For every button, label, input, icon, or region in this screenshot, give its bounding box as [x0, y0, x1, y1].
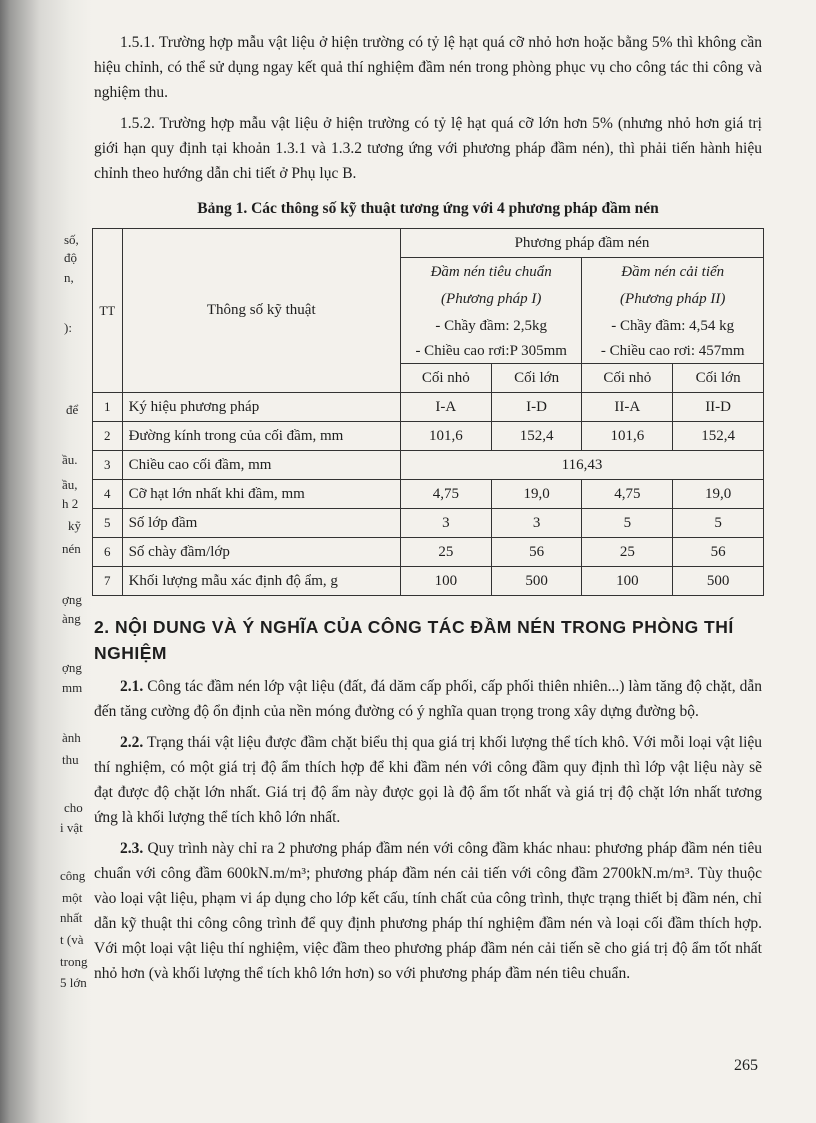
- margin-fragment: ầu,: [62, 477, 78, 492]
- method-2-name: Đầm nén cải tiến: [621, 264, 725, 280]
- margin-fragment: ành: [62, 730, 81, 745]
- table-row: [93, 509, 764, 538]
- margin-fragment: àng: [62, 611, 81, 626]
- method-1-cell: [400, 258, 582, 364]
- row-number: 5: [93, 509, 123, 538]
- sub-header: Cối nhỏ: [582, 364, 673, 393]
- margin-fragment: ầu.: [62, 452, 78, 467]
- row-value: II-D: [673, 393, 764, 422]
- sub-header: Cối lớn: [491, 364, 582, 393]
- row-value: 25: [400, 538, 491, 567]
- row-param: Số chày đầm/lớp: [122, 538, 400, 567]
- table-row: [93, 393, 764, 422]
- row-param: Khối lượng mẫu xác định độ ẩm, g: [122, 567, 400, 596]
- row-number: 2: [93, 422, 123, 451]
- row-value: 19,0: [673, 480, 764, 509]
- paragraph-2-2-number: 2.2.: [120, 734, 144, 751]
- margin-fragment: i vật: [60, 820, 83, 835]
- row-value: 100: [400, 567, 491, 596]
- table-row: [93, 567, 764, 596]
- paragraph-2-1-text: Công tác đầm nén lớp vật liệu (đất, đá dăm cấp phối, cấp phối thiên nhiên...) làm tăng độ chặt, dẫn đến tăng cường độ ổn định của nền móng đường có ý nghĩa quan trọng trong xây dựng đường bộ.: [94, 678, 762, 720]
- table-row: [93, 480, 764, 509]
- method-2-drop: - Chiều cao rơi: 457mm: [600, 343, 745, 359]
- section-2-heading: 2. NỘI DUNG VÀ Ý NGHĨA CỦA CÔNG TÁC ĐẦM NÉN TRONG PHÒNG THÍ NGHIỆM: [94, 617, 734, 663]
- margin-fragment: t (và: [60, 932, 84, 947]
- method-1-label: (Phương pháp I): [441, 291, 542, 307]
- row-param: Đường kính trong của cối đầm, mm: [122, 422, 400, 451]
- paragraph-2-3: [94, 836, 762, 986]
- row-number: 6: [93, 538, 123, 567]
- row-value: 500: [673, 567, 764, 596]
- margin-fragment: cho: [64, 800, 83, 815]
- margin-fragment: ợng: [62, 592, 82, 607]
- header-param: Thông số kỹ thuật: [122, 229, 400, 393]
- row-number: 3: [93, 451, 123, 480]
- margin-fragment: ):: [64, 320, 72, 335]
- method-1-name: Đầm nén tiêu chuẩn: [430, 264, 552, 280]
- paragraph-2-1: [94, 674, 762, 724]
- margin-fragment: ợng: [62, 660, 82, 675]
- row-value: 4,75: [400, 480, 491, 509]
- margin-fragment: nén: [62, 541, 81, 556]
- paragraph-2-3-number: 2.3.: [120, 840, 144, 857]
- method-2-label: (Phương pháp II): [620, 291, 726, 307]
- row-number: 1: [93, 393, 123, 422]
- table-row: [93, 451, 764, 480]
- row-value: II-A: [582, 393, 673, 422]
- margin-fragment: kỹ: [68, 518, 81, 533]
- margin-fragment: 5 lớn: [60, 975, 87, 990]
- margin-fragment: thu: [62, 752, 79, 767]
- page-number: 265: [734, 1057, 758, 1074]
- margin-fragment: một: [62, 890, 83, 905]
- row-value: 100: [582, 567, 673, 596]
- row-value: 101,6: [400, 422, 491, 451]
- header-group: Phương pháp đầm nén: [400, 229, 763, 258]
- row-value: 101,6: [582, 422, 673, 451]
- row-param: Cỡ hạt lớn nhất khi đầm, mm: [122, 480, 400, 509]
- row-value: 152,4: [673, 422, 764, 451]
- method-1-hammer: - Chầy đầm: 2,5kg: [435, 318, 548, 334]
- row-value: 3: [400, 509, 491, 538]
- row-value: 3: [491, 509, 582, 538]
- paragraph-1-5-2: 1.5.2. Trường hợp mẫu vật liệu ở hiện trường có tỷ lệ hạt quá cỡ lớn hơn 5% (nhưng nhỏ hơn giá trị giới hạn quy định tại khoản 1.3.1 và 1.3.2 tương ứng với phương pháp đầm nén), thì phải tiến hành hiệu chỉnh theo hướng dẫn chi tiết ở Phụ lục B.: [94, 115, 762, 182]
- row-param: Số lớp đầm: [122, 509, 400, 538]
- paragraph-1-5-1: 1.5.1. Trường hợp mẫu vật liệu ở hiện trường có tỷ lệ hạt quá cỡ nhỏ hơn hoặc bằng 5% thì không cần hiệu chỉnh, có thể sử dụng ngay kết quả thí nghiệm đầm nén trong phòng phục vụ cho công tác thi công và nghiệm thu.: [94, 34, 762, 101]
- row-value: 5: [673, 509, 764, 538]
- row-value: 5: [582, 509, 673, 538]
- sub-header: Cối nhỏ: [400, 364, 491, 393]
- row-value: 4,75: [582, 480, 673, 509]
- table-row: [93, 422, 764, 451]
- margin-fragment: để: [66, 402, 79, 417]
- row-number: 4: [93, 480, 123, 509]
- margin-fragment: mm: [62, 680, 83, 695]
- margin-fragment: nhất: [60, 910, 83, 925]
- row-value: 56: [673, 538, 764, 567]
- margin-fragment: công: [60, 868, 86, 883]
- margin-fragment: độ: [64, 250, 77, 265]
- paragraph-2-1-number: 2.1.: [120, 678, 144, 695]
- table-caption: Bảng 1. Các thông số kỹ thuật tương ứng với 4 phương pháp đầm nén: [197, 200, 659, 217]
- paragraph-2-2-text: Trạng thái vật liệu được đầm chặt biểu thị qua giá trị khối lượng thể tích khô. Với mỗi loại vật liệu thí nghiệm, có một giá trị độ ẩm thích hợp để khi đầm nén với công đầm quy định thì lớp vật liệu này sẽ đạt được độ chặt lớn nhất. Giá trị độ ẩm này được gọi là độ ẩm tốt nhất và giá trị độ chặt lớn nhất tương ứng là khối lượng thể tích khô lớn nhất.: [94, 734, 762, 826]
- margin-fragment: trong: [60, 954, 88, 969]
- margin-fragment: số,: [64, 232, 79, 247]
- row-value: 500: [491, 567, 582, 596]
- paragraph-2-2: [94, 730, 762, 830]
- row-param: Ký hiệu phương pháp: [122, 393, 400, 422]
- method-2-hammer: - Chầy đầm: 4,54 kg: [611, 318, 735, 334]
- row-value: 25: [582, 538, 673, 567]
- page-content: [94, 30, 762, 992]
- table-row: [93, 538, 764, 567]
- row-value: I-A: [400, 393, 491, 422]
- row-value: 152,4: [491, 422, 582, 451]
- header-tt: TT: [93, 229, 123, 393]
- row-number: 7: [93, 567, 123, 596]
- row-param: Chiều cao cối đầm, mm: [122, 451, 400, 480]
- row-value: 56: [491, 538, 582, 567]
- sub-header: Cối lớn: [673, 364, 764, 393]
- row-value-merged: 116,43: [400, 451, 763, 480]
- margin-fragment: n,: [64, 270, 74, 285]
- margin-fragment: h 2: [62, 496, 79, 511]
- row-value: 19,0: [491, 480, 582, 509]
- method-2-cell: [582, 258, 764, 364]
- row-value: I-D: [491, 393, 582, 422]
- spec-table: [92, 228, 764, 596]
- method-1-drop: - Chiều cao rơi:P 305mm: [415, 343, 567, 359]
- paragraph-2-3-text: Quy trình này chỉ ra 2 phương pháp đầm nén với công đầm khác nhau: phương pháp đầm nén tiêu chuẩn với công đầm 600kN.m/m³; phương pháp đầm nén cải tiến với công đầm 2700kN.m/m³. Tùy thuộc vào loại vật liệu, phạm vi áp dụng cho lớp kết cấu, tính chất của công trình, thực trạng thiết bị đầm nén, chỉ dẫn kỹ thuật thi công công trình để quy định phương pháp thí nghiệm đầm nén và loại cối đầm thích hợp. Với một loại vật liệu thí nghiệm, việc đầm theo phương pháp đầm nén cải tiến sẽ cho giá trị độ ẩm tốt nhất nhỏ hơn (và khối lượng thể tích khô lớn hơn) so với phương pháp đầm nén tiêu chuẩn.: [94, 840, 762, 982]
